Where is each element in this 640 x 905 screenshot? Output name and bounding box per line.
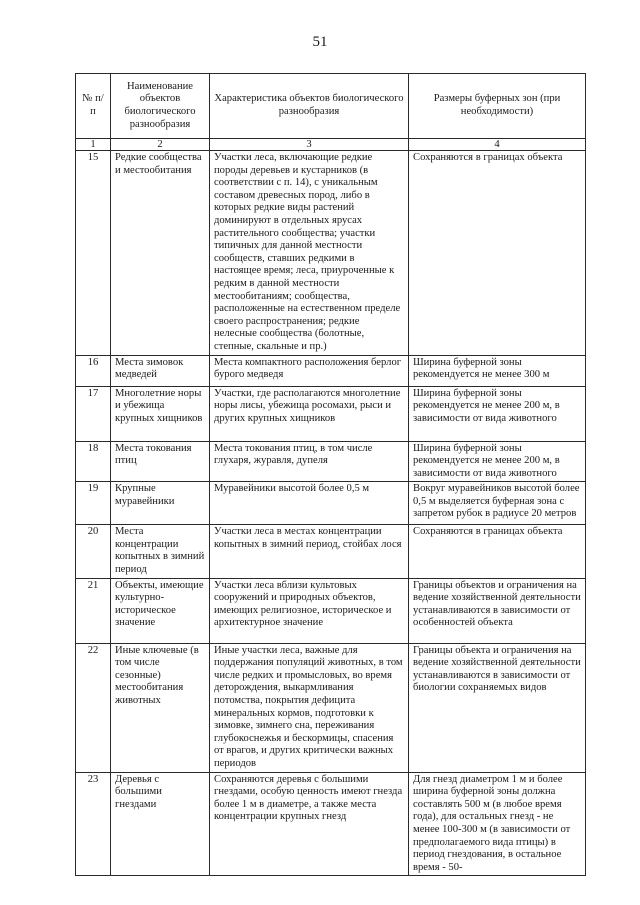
object-name: Деревья с большими гнездами: [111, 772, 210, 876]
object-characteristic: Места компактного расположения берлог бурого медведя: [210, 355, 409, 386]
row-number: 18: [76, 441, 111, 482]
header-num: № п/п: [76, 74, 111, 139]
buffer-zone: Для гнезд диаметром 1 м и более ширина буферной зоны должна составлять 500 м (в любое время года), для остальных гнезд - не менее 100-300 м (в зависимости от предполагаемого вида птицы) в период гнездования, в остальное время - 50-: [409, 772, 586, 876]
object-characteristic: Участки леса, включающие редкие породы деревьев и кустарников (в соответствии с п. 14), с уникальным составом древесных пород, либо в которых редкие виды растений доминируют в отдельных ярусах растительного сообщества; участки типичных для данной местности сообществ, ставших редкими в настоящее время; леса, приуроченные к редким в данной местности местообитаниям; сообщества, расположенные на естественном пределе своего распространения; редкие нелесные сообщества (болотные, степные, скальные и пр.): [210, 151, 409, 356]
buffer-zone: Ширина буферной зоны рекомендуется не менее 200 м, в зависимости от вида животного: [409, 441, 586, 482]
object-name: Объекты, имеющие культурно-историческое значение: [111, 578, 210, 643]
object-characteristic: Места токования птиц, в том числе глухаря, журавля, дупеля: [210, 441, 409, 482]
buffer-zone: Вокруг муравейников высотой более 0,5 м выделяется буферная зона с запретом рубок в радиусе 20 метров: [409, 482, 586, 525]
table-row: [76, 482, 586, 525]
buffer-zone: Сохраняются в границах объекта: [409, 525, 586, 578]
column-number: 2: [111, 139, 210, 151]
row-number: 23: [76, 772, 111, 876]
table-row: [76, 643, 586, 772]
buffer-zone: Ширина буферной зоны рекомендуется не менее 300 м: [409, 355, 586, 386]
object-name: Места концентрации копытных в зимний период: [111, 525, 210, 578]
object-characteristic: Участки леса вблизи культовых сооружений и природных объектов, имеющих религиозное, историческое и архитектурное значение: [210, 578, 409, 643]
page-number: 51: [312, 34, 328, 50]
row-number: 16: [76, 355, 111, 386]
row-number: 22: [76, 643, 111, 772]
object-characteristic: Муравейники высотой более 0,5 м: [210, 482, 409, 525]
header-buffer: Размеры буферных зон (при необходимости): [409, 74, 586, 139]
object-name: Редкие сообщества и местообитания: [111, 151, 210, 356]
buffer-zone: Границы объекта и ограничения на ведение хозяйственной деятельности устанавливаются в зависимости от биологии сохраняемых видов: [409, 643, 586, 772]
buffer-zone: Сохраняются в границах объекта: [409, 151, 586, 356]
object-characteristic: Участки леса в местах концентрации копытных в зимний период, стойбах лося: [210, 525, 409, 578]
column-number: 1: [76, 139, 111, 151]
object-name: Места зимовок медведей: [111, 355, 210, 386]
header-characteristic: Характеристика объектов биологического разнообразия: [210, 74, 409, 139]
column-number: 3: [210, 139, 409, 151]
row-number: 19: [76, 482, 111, 525]
table-row: [76, 578, 586, 643]
row-number: 20: [76, 525, 111, 578]
buffer-zone: Границы объектов и ограничения на ведение хозяйственной деятельности устанавливаются в зависимости от особенностей объекта: [409, 578, 586, 643]
row-number: 17: [76, 386, 111, 441]
table-row: [76, 441, 586, 482]
object-characteristic: Сохраняются деревья с большими гнездами, особую ценность имеют гнезда более 1 м в диаметре, а также места концентрации крупных гнезд: [210, 772, 409, 876]
table-row: [76, 355, 586, 386]
table-row: [76, 386, 586, 441]
object-name: Крупные муравейники: [111, 482, 210, 525]
column-number-row: [76, 139, 586, 151]
object-name: Многолетние норы и убежища крупных хищников: [111, 386, 210, 441]
row-number: 15: [76, 151, 111, 356]
buffer-zone: Ширина буферной зоны рекомендуется не менее 200 м, в зависимости от вида животного: [409, 386, 586, 441]
row-number: 21: [76, 578, 111, 643]
table-header-row: [76, 74, 586, 139]
header-name: Наименование объектов биологического разнообразия: [111, 74, 210, 139]
table-row: [76, 772, 586, 876]
table-row: [76, 151, 586, 356]
buffer-zones-table: [75, 73, 586, 876]
object-name: Иные ключевые (в том числе сезонные) местообитания животных: [111, 643, 210, 772]
object-name: Места токования птиц: [111, 441, 210, 482]
table-row: [76, 525, 586, 578]
object-characteristic: Участки, где располагаются многолетние норы лисы, убежища росомахи, рыси и других крупных хищников: [210, 386, 409, 441]
column-number: 4: [409, 139, 586, 151]
object-characteristic: Иные участки леса, важные для поддержания популяций животных, в том числе редких и промысловых, во время деторождения, выкармливания потомства, покрытия дефицита минеральных кормов, подготовки к зимовке, зимнего сна, переживания глубокоснежья и бескормицы, спасения от врагов, и других критически важных периодов: [210, 643, 409, 772]
